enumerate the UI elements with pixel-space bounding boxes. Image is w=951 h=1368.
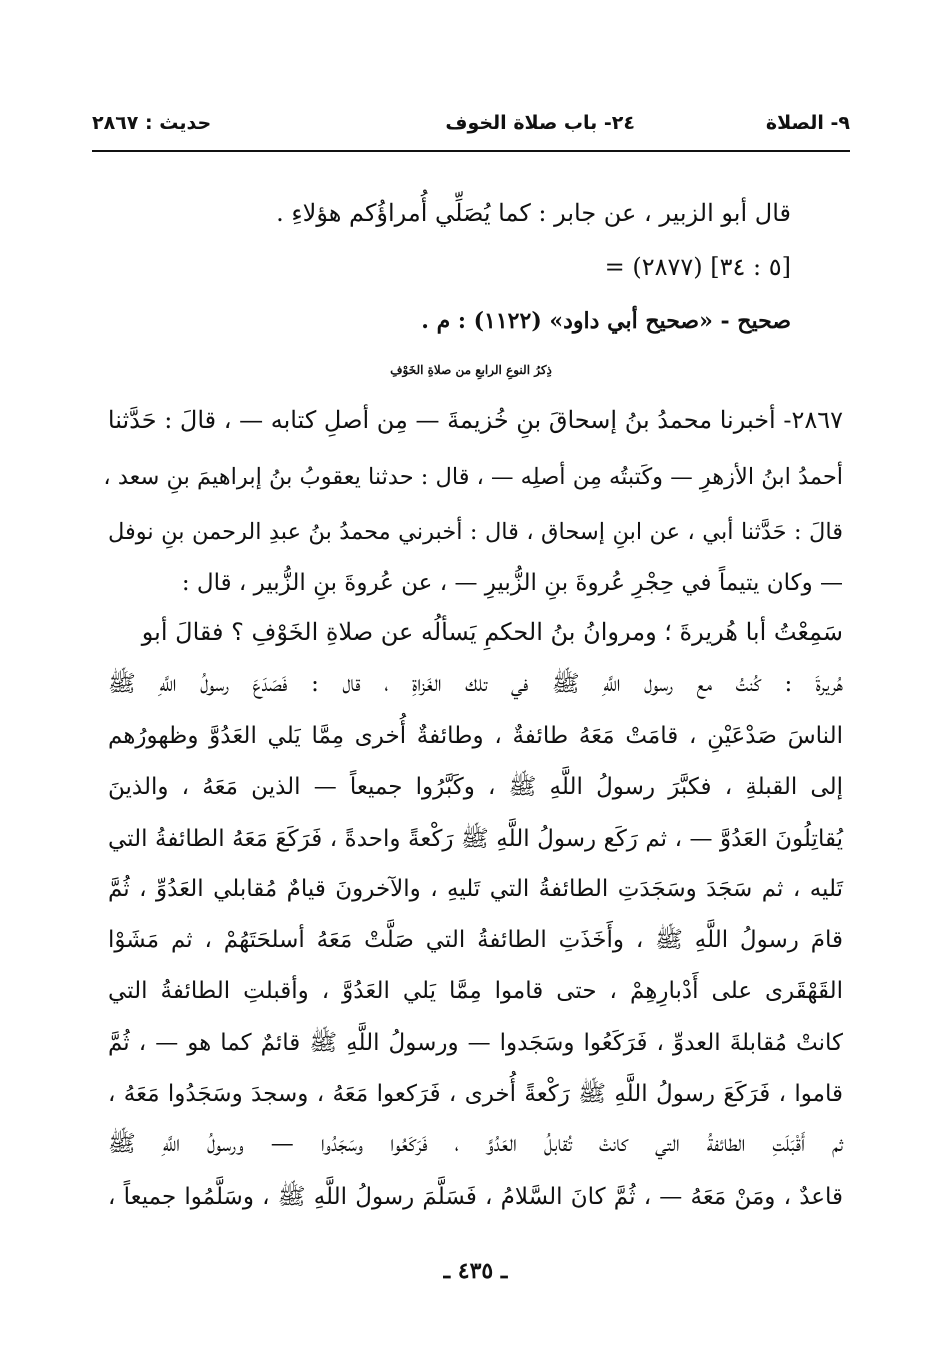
- hadith-line: — وكان يتيماً في حِجْرِ عُروةَ بنِ الزُّبيرِ — ، عن عُروةَ بنِ الزُّبير ، قال :: [181, 570, 843, 596]
- hadith-line: الناسَ صَدْعَيْنِ ، قامَتْ مَعَهُ طائفةٌ ، وطائفةٌ أُخرى مِمَّا يَلي العَدُوَّ وظهورُهم: [108, 723, 843, 749]
- hadith-line: قاعدٌ ، ومَنْ مَعَهُ — ، ثُمَّ كانَ السَّلامُ ، فَسَلَّمَ رسولُ اللَّهِ ﷺ ، وسَلَّمُوا جميعاً ،: [108, 1184, 843, 1210]
- hadith-line: ٢٨٦٧- أخبرنا محمدُ بنُ إسحاقَ بنِ خُزيمةَ — مِن أصلِ كتابه — ، قالَ : حَدَّثنا: [107, 406, 843, 434]
- hadith-line: كانتْ مُقابلةَ العدوِّ ، فَرَكَعُوا وسَجَدوا — ورسولُ اللَّهِ ﷺ قائمٌ كما هو — ، ثُمَّ: [108, 1030, 843, 1056]
- section-title: ذِكرُ النوعِ الرابعِ من صلاةِ الخَوْفِ: [390, 363, 552, 377]
- hadith-line: إلى القبلةِ ، فكبَّرَ رسولُ اللَّهِ ﷺ ، وكَبَّرُوا جميعاً — الذين مَعَهُ ، والذينَ: [108, 774, 843, 800]
- hadith-line: تَليه ، ثم سَجَدَ وسَجَدَتِ الطائفةُ التي تَليهِ ، والآخرونَ قيامٌ مُقابلي العَدُوِّ ، ثُمَّ: [108, 876, 843, 902]
- page-number: ـ ٤٣٥ ـ: [443, 1258, 508, 1284]
- hadith-grade: صحيح - «صحيح أبي داود» (١١٢٢) : م .: [421, 308, 791, 334]
- header-chapter-title: ٢٤- باب صلاة الخوف: [445, 112, 635, 134]
- hadith-line: أحمدُ ابنُ الأزهرِ — وكَتبتُه مِن أصلِه — ، قال : حدثنا يعقوبُ بنُ إبراهيمَ بنِ سعد ،: [103, 464, 843, 490]
- header-book-title: ٩- الصلاة: [765, 112, 850, 134]
- header-hadith-number: حديث : ٢٨٦٧: [92, 112, 212, 134]
- previous-hadith-text: قال أبو الزبير ، عن جابر : كما يُصَلِّي أُمراؤُكم هؤلاءِ .: [276, 199, 791, 227]
- running-header: [92, 112, 850, 142]
- hadith-line: القَهْقَرى على أَدْبارِهِمْ ، حتى قاموا مِمَّا يَلي العَدُوَّ ، وأقبلتِ الطائفةُ التي: [108, 978, 843, 1004]
- hadith-line: هُريرةَ : كُنتُ مع رسول اللَّهِ ﷺ في تلك الغَزاةِ ، قال : فَصَدَعَ رسولُ اللَّهِ ﷺ: [108, 671, 843, 697]
- hadith-line: سَمِعْتُ أبا هُريرةَ ؛ ومروانُ بنُ الحكمِ يَسألُه عن صلاةِ الخَوْفِ ؟ فقالَ أبو: [141, 618, 843, 646]
- hadith-line: قالَ : حَدَّثنا أبي ، عن ابنِ إسحاق ، قال : أخبرني محمدُ بنُ عبدِ الرحمن بنِ نوفل: [108, 519, 843, 545]
- header-rule: [92, 150, 850, 152]
- hadith-line: يُقاتِلُونَ العَدُوَّ — ، ثم رَكَع رسولُ اللَّهِ ﷺ رَكْعةً واحدةً ، فَرَكَعَ مَعَهُ الطائفةُ التي: [108, 826, 843, 852]
- hadith-line: قاموا ، فَرَكَعَ رسولُ اللَّهِ ﷺ رَكْعةً أُخرى ، فَرَكعوا مَعَهُ ، وسجدَ وسَجَدُوا مَعَهُ ،: [108, 1081, 843, 1107]
- cross-reference: = (٢٨٧٧) [٥ : ٣٤]: [604, 253, 791, 281]
- hadith-line: قامَ رسولُ اللَّهِ ﷺ ، وأَخَذَتِ الطائفةُ التي صَلَّتْ مَعَهُ أسلحَتَهُمْ ، ثم مَشَوْا: [108, 927, 843, 953]
- hadith-line: ثم أَقْبَلَتِ الطائفةُ التي كانتْ تُقابلُ العَدُوَّ ، فَرَكَعُوا وسَجَدُوا — ورسولُ اللَّهِ ﷺ: [108, 1131, 843, 1157]
